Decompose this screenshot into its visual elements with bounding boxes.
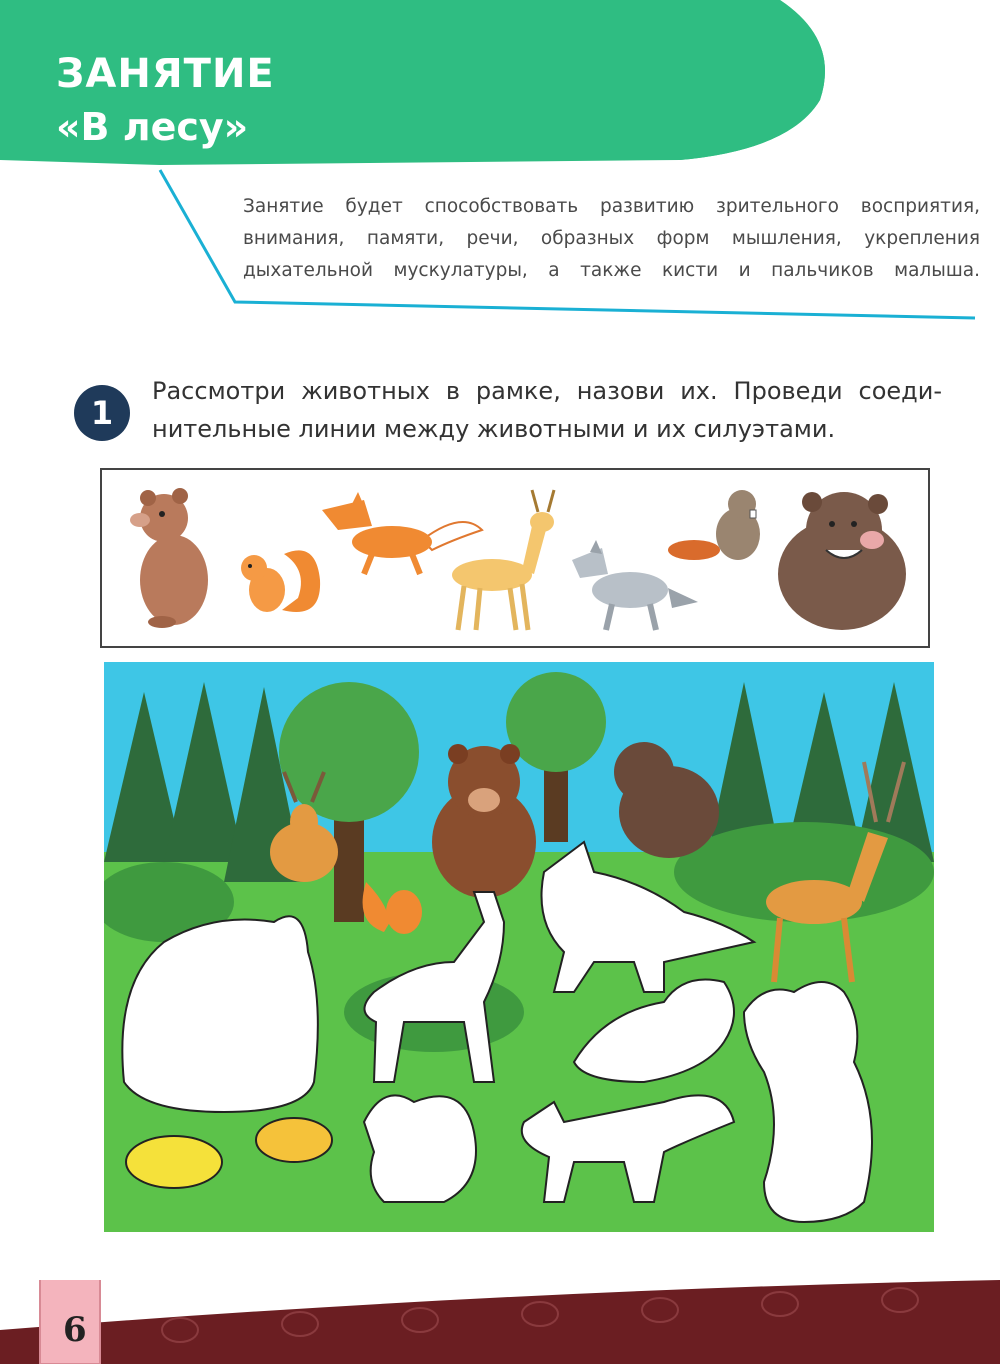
task-instruction <box>152 372 942 448</box>
task-line: нительные линии между животными и их силуэтами. <box>152 415 836 443</box>
task-line: Рассмотри животных в рамке, назови их. Проведи соеди- <box>152 377 942 405</box>
task-number-badge: 1 <box>74 385 130 441</box>
intro-line: дыхательной мускулатуры, а также кисти и пальчиков малыша. <box>243 260 980 281</box>
reference-animals-frame <box>100 468 930 648</box>
intro-line: Занятие будет способствовать развитию зрительного восприятия, <box>243 196 980 217</box>
hedgehog[interactable] <box>126 1136 222 1188</box>
forest-scene <box>104 662 934 1232</box>
beaver-icon[interactable] <box>668 490 760 560</box>
page-number: 6 <box>63 1310 87 1350</box>
bear-icon[interactable] <box>130 488 208 628</box>
intro-paragraph <box>243 191 980 287</box>
silhouette-squirrel[interactable] <box>364 1095 476 1202</box>
squirrel-icon[interactable] <box>241 550 320 612</box>
lesson-title: «В лесу» <box>56 105 249 149</box>
fox-icon[interactable] <box>322 492 482 574</box>
footer-band <box>0 1280 1000 1364</box>
intro-line: внимания, памяти, речи, образных форм мышления, укрепления <box>243 228 980 249</box>
hedgehog[interactable] <box>256 1118 332 1162</box>
bear-icon[interactable] <box>778 492 906 630</box>
lesson-label: ЗАНЯТИЕ <box>56 51 275 97</box>
deer-icon[interactable] <box>452 490 554 630</box>
reference-animals <box>102 470 928 646</box>
